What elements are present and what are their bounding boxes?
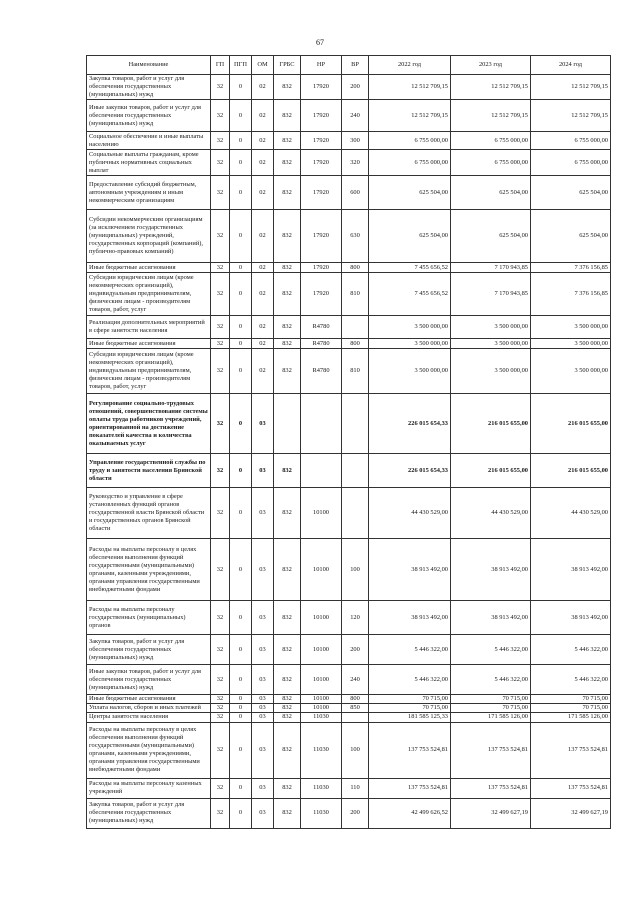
row-2024-cell: 7 376 156,85 <box>531 263 611 273</box>
table-row <box>87 75 611 100</box>
row-om-cell: 02 <box>252 273 274 316</box>
row-2024-cell: 6 755 000,00 <box>531 132 611 150</box>
row-grbs-cell: 832 <box>274 132 301 150</box>
row-vr-cell: 800 <box>342 263 369 273</box>
row-gp-cell: 32 <box>211 713 230 722</box>
row-2023-cell: 3 500 000,00 <box>451 339 531 349</box>
row-2022-cell: 625 504,00 <box>369 210 451 263</box>
row-2022-cell: 181 585 125,33 <box>369 713 451 722</box>
row-om-cell: 02 <box>252 349 274 394</box>
row-2024-cell: 171 585 126,00 <box>531 713 611 722</box>
row-pgp-cell: 0 <box>230 635 252 665</box>
row-name-cell: Предоставление субсидий бюджетным, автономным учреждениям и иным некоммерческим организациям <box>87 176 211 210</box>
row-pgp-cell: 0 <box>230 176 252 210</box>
row-vr-cell <box>342 713 369 722</box>
table-row <box>87 394 611 454</box>
row-2022-cell: 6 755 000,00 <box>369 150 451 176</box>
row-2024-cell: 38 913 492,00 <box>531 539 611 601</box>
row-pgp-cell: 0 <box>230 488 252 539</box>
row-om-cell: 02 <box>252 75 274 100</box>
row-name-cell: Регулирование социально-трудовых отношений, совершенствование системы оплаты труда работников учреждений, ориентированной на достижение показателей качества и количества оказываемых услуг <box>87 394 211 454</box>
row-grbs-cell: 832 <box>274 488 301 539</box>
row-2022-cell: 3 500 000,00 <box>369 349 451 394</box>
row-om-cell: 03 <box>252 601 274 635</box>
row-pgp-cell: 0 <box>230 601 252 635</box>
table-row <box>87 349 611 394</box>
row-gp-cell: 32 <box>211 210 230 263</box>
row-pgp-cell: 0 <box>230 539 252 601</box>
row-om-cell: 02 <box>252 263 274 273</box>
row-gp-cell: 32 <box>211 316 230 339</box>
row-nr-cell: 10100 <box>301 665 342 695</box>
row-grbs-cell: 832 <box>274 339 301 349</box>
row-grbs-cell: 832 <box>274 263 301 273</box>
row-name-cell: Уплата налогов, сборов и иных платежей <box>87 704 211 713</box>
row-2023-cell: 137 753 524,81 <box>451 722 531 778</box>
row-gp-cell: 32 <box>211 704 230 713</box>
table-row <box>87 150 611 176</box>
row-2023-cell: 3 500 000,00 <box>451 349 531 394</box>
page-number: 67 <box>316 38 324 47</box>
row-gp-cell: 32 <box>211 263 230 273</box>
row-grbs-cell: 832 <box>274 798 301 828</box>
row-2023-cell: 32 499 627,19 <box>451 798 531 828</box>
row-2023-cell: 12 512 709,15 <box>451 100 531 132</box>
row-2024-cell: 7 376 156,85 <box>531 273 611 316</box>
row-name-cell: Иные бюджетные ассигнования <box>87 263 211 273</box>
row-2024-cell: 70 715,00 <box>531 704 611 713</box>
row-pgp-cell: 0 <box>230 778 252 798</box>
row-nr-cell: 17920 <box>301 210 342 263</box>
row-grbs-cell: 832 <box>274 454 301 488</box>
row-nr-cell: 17920 <box>301 132 342 150</box>
row-vr-cell: 200 <box>342 798 369 828</box>
row-grbs-cell: 832 <box>274 778 301 798</box>
row-pgp-cell: 0 <box>230 210 252 263</box>
row-nr-cell: 10100 <box>301 488 342 539</box>
row-pgp-cell: 0 <box>230 349 252 394</box>
row-pgp-cell: 0 <box>230 339 252 349</box>
row-vr-cell: 300 <box>342 132 369 150</box>
row-pgp-cell: 0 <box>230 132 252 150</box>
table-row <box>87 778 611 798</box>
row-2023-cell: 6 755 000,00 <box>451 150 531 176</box>
row-name-cell: Социальное обеспечение и иные выплаты населению <box>87 132 211 150</box>
table-row <box>87 713 611 722</box>
row-pgp-cell: 0 <box>230 722 252 778</box>
row-name-cell: Реализация дополнительных мероприятий в сфере занятости населения <box>87 316 211 339</box>
row-pgp-cell: 0 <box>230 695 252 704</box>
row-om-cell: 02 <box>252 150 274 176</box>
row-2022-cell: 12 512 709,15 <box>369 75 451 100</box>
row-nr-cell <box>301 394 342 454</box>
row-grbs-cell: 832 <box>274 75 301 100</box>
row-2024-cell: 3 500 000,00 <box>531 316 611 339</box>
row-2022-cell: 137 753 524,81 <box>369 722 451 778</box>
header-vr: ВР <box>342 56 369 75</box>
row-vr-cell: 240 <box>342 665 369 695</box>
row-pgp-cell: 0 <box>230 273 252 316</box>
row-2024-cell: 625 504,00 <box>531 210 611 263</box>
row-grbs-cell <box>274 394 301 454</box>
row-2022-cell: 3 500 000,00 <box>369 339 451 349</box>
row-gp-cell: 32 <box>211 539 230 601</box>
row-2024-cell: 38 913 492,00 <box>531 601 611 635</box>
row-grbs-cell: 832 <box>274 316 301 339</box>
row-pgp-cell: 0 <box>230 150 252 176</box>
row-2023-cell: 6 755 000,00 <box>451 132 531 150</box>
row-name-cell: Субсидии юридическим лицам (кроме некоммерческих организаций), индивидуальным предпринимателям, физическим лицам - производителям товаров, работ, услуг <box>87 349 211 394</box>
row-nr-cell: 10100 <box>301 539 342 601</box>
table-row <box>87 665 611 695</box>
row-2024-cell: 3 500 000,00 <box>531 339 611 349</box>
row-2022-cell: 5 446 322,00 <box>369 665 451 695</box>
row-2023-cell: 12 512 709,15 <box>451 75 531 100</box>
row-nr-cell: 17920 <box>301 273 342 316</box>
row-vr-cell: 800 <box>342 339 369 349</box>
row-vr-cell: 100 <box>342 722 369 778</box>
row-2022-cell: 226 015 654,33 <box>369 394 451 454</box>
row-nr-cell: 17920 <box>301 176 342 210</box>
row-vr-cell: 110 <box>342 778 369 798</box>
row-2024-cell: 12 512 709,15 <box>531 75 611 100</box>
row-vr-cell <box>342 394 369 454</box>
header-gp: ГП <box>211 56 230 75</box>
row-pgp-cell: 0 <box>230 704 252 713</box>
row-gp-cell: 32 <box>211 150 230 176</box>
row-grbs-cell: 832 <box>274 635 301 665</box>
row-pgp-cell: 0 <box>230 394 252 454</box>
row-gp-cell: 32 <box>211 132 230 150</box>
table-row <box>87 704 611 713</box>
row-vr-cell <box>342 488 369 539</box>
row-vr-cell: 120 <box>342 601 369 635</box>
header-grbs: ГРБС <box>274 56 301 75</box>
table-row <box>87 176 611 210</box>
row-vr-cell: 810 <box>342 273 369 316</box>
row-2024-cell: 5 446 322,00 <box>531 665 611 695</box>
row-name-cell: Управление государственной службы по труду и занятости населения Брянской области <box>87 454 211 488</box>
row-om-cell: 03 <box>252 704 274 713</box>
row-om-cell: 03 <box>252 454 274 488</box>
row-om-cell: 03 <box>252 798 274 828</box>
row-2023-cell: 216 015 655,00 <box>451 394 531 454</box>
row-name-cell: Руководство и управление в сфере установленных функций органов государственной власти Брянской области и государственных органов Брянской области <box>87 488 211 539</box>
row-2022-cell: 3 500 000,00 <box>369 316 451 339</box>
row-2023-cell: 137 753 524,81 <box>451 778 531 798</box>
row-grbs-cell: 832 <box>274 210 301 263</box>
row-name-cell: Субсидии некоммерческим организациям (за исключением государственных (муниципальных) учреждений, государственных корпораций (компаний), публично-правовых компаний) <box>87 210 211 263</box>
header-2023: 2023 год <box>451 56 531 75</box>
row-vr-cell: 800 <box>342 695 369 704</box>
row-pgp-cell: 0 <box>230 100 252 132</box>
row-2024-cell: 44 430 529,00 <box>531 488 611 539</box>
row-grbs-cell: 832 <box>274 349 301 394</box>
row-gp-cell: 32 <box>211 394 230 454</box>
row-grbs-cell: 832 <box>274 601 301 635</box>
row-pgp-cell: 0 <box>230 713 252 722</box>
row-2022-cell: 44 430 529,00 <box>369 488 451 539</box>
row-2024-cell: 137 753 524,81 <box>531 722 611 778</box>
row-nr-cell: 17920 <box>301 75 342 100</box>
row-om-cell: 03 <box>252 713 274 722</box>
row-2024-cell: 32 499 627,19 <box>531 798 611 828</box>
header-name: Наименование <box>87 56 211 75</box>
row-nr-cell: 10100 <box>301 704 342 713</box>
row-name-cell: Иные закупки товаров, работ и услуг для обеспечения государственных (муниципальных) нужд <box>87 100 211 132</box>
row-om-cell: 02 <box>252 132 274 150</box>
row-2022-cell: 226 015 654,33 <box>369 454 451 488</box>
row-2022-cell: 12 512 709,15 <box>369 100 451 132</box>
row-nr-cell: 11030 <box>301 722 342 778</box>
row-nr-cell <box>301 454 342 488</box>
row-name-cell: Расходы на выплаты персоналу государственных (муниципальных) органов <box>87 601 211 635</box>
row-vr-cell: 320 <box>342 150 369 176</box>
row-pgp-cell: 0 <box>230 798 252 828</box>
row-om-cell: 03 <box>252 394 274 454</box>
row-gp-cell: 32 <box>211 635 230 665</box>
header-om: ОМ <box>252 56 274 75</box>
row-nr-cell: 17920 <box>301 150 342 176</box>
table-row <box>87 132 611 150</box>
header-pgp: ПГП <box>230 56 252 75</box>
table-row <box>87 210 611 263</box>
header-2024: 2024 год <box>531 56 611 75</box>
row-grbs-cell: 832 <box>274 704 301 713</box>
table-row <box>87 488 611 539</box>
row-grbs-cell: 832 <box>274 176 301 210</box>
row-2022-cell: 625 504,00 <box>369 176 451 210</box>
table-row <box>87 316 611 339</box>
row-om-cell: 02 <box>252 316 274 339</box>
row-2024-cell: 216 015 655,00 <box>531 394 611 454</box>
row-gp-cell: 32 <box>211 695 230 704</box>
header-nr: НР <box>301 56 342 75</box>
row-vr-cell: 200 <box>342 635 369 665</box>
row-2022-cell: 38 913 492,00 <box>369 539 451 601</box>
row-2024-cell: 216 015 655,00 <box>531 454 611 488</box>
row-nr-cell: 10100 <box>301 635 342 665</box>
row-2023-cell: 7 170 943,85 <box>451 273 531 316</box>
row-om-cell: 03 <box>252 665 274 695</box>
table-row <box>87 339 611 349</box>
row-2024-cell: 3 500 000,00 <box>531 349 611 394</box>
row-2023-cell: 3 500 000,00 <box>451 316 531 339</box>
row-2023-cell: 625 504,00 <box>451 176 531 210</box>
row-pgp-cell: 0 <box>230 263 252 273</box>
row-2023-cell: 216 015 655,00 <box>451 454 531 488</box>
table-row <box>87 798 611 828</box>
row-gp-cell: 32 <box>211 454 230 488</box>
row-om-cell: 03 <box>252 695 274 704</box>
row-2023-cell: 38 913 492,00 <box>451 539 531 601</box>
row-2022-cell: 70 715,00 <box>369 695 451 704</box>
row-nr-cell: 17920 <box>301 100 342 132</box>
row-2024-cell: 5 446 322,00 <box>531 635 611 665</box>
row-2022-cell: 70 715,00 <box>369 704 451 713</box>
row-vr-cell <box>342 316 369 339</box>
row-vr-cell: 630 <box>342 210 369 263</box>
row-om-cell: 03 <box>252 778 274 798</box>
row-pgp-cell: 0 <box>230 454 252 488</box>
row-gp-cell: 32 <box>211 798 230 828</box>
row-grbs-cell: 832 <box>274 100 301 132</box>
row-om-cell: 03 <box>252 539 274 601</box>
table-row <box>87 273 611 316</box>
row-gp-cell: 32 <box>211 778 230 798</box>
row-grbs-cell: 832 <box>274 665 301 695</box>
row-grbs-cell: 832 <box>274 695 301 704</box>
row-pgp-cell: 0 <box>230 665 252 695</box>
row-nr-cell: R4780 <box>301 349 342 394</box>
row-gp-cell: 32 <box>211 601 230 635</box>
row-gp-cell: 32 <box>211 488 230 539</box>
row-grbs-cell: 832 <box>274 273 301 316</box>
row-gp-cell: 32 <box>211 722 230 778</box>
row-vr-cell: 100 <box>342 539 369 601</box>
row-2023-cell: 5 446 322,00 <box>451 635 531 665</box>
row-2023-cell: 38 913 492,00 <box>451 601 531 635</box>
row-2022-cell: 7 455 656,52 <box>369 263 451 273</box>
table-row <box>87 539 611 601</box>
row-grbs-cell: 832 <box>274 539 301 601</box>
row-nr-cell: 10100 <box>301 601 342 635</box>
header-row <box>87 56 611 75</box>
row-2024-cell: 6 755 000,00 <box>531 150 611 176</box>
row-2022-cell: 6 755 000,00 <box>369 132 451 150</box>
row-vr-cell: 200 <box>342 75 369 100</box>
row-om-cell: 02 <box>252 176 274 210</box>
row-gp-cell: 32 <box>211 75 230 100</box>
row-nr-cell: 11030 <box>301 713 342 722</box>
row-2022-cell: 7 455 656,52 <box>369 273 451 316</box>
row-om-cell: 02 <box>252 210 274 263</box>
table-row <box>87 695 611 704</box>
row-2023-cell: 171 585 126,00 <box>451 713 531 722</box>
row-2023-cell: 7 170 943,85 <box>451 263 531 273</box>
row-nr-cell: R4780 <box>301 339 342 349</box>
row-grbs-cell: 832 <box>274 713 301 722</box>
row-2022-cell: 38 913 492,00 <box>369 601 451 635</box>
table-row <box>87 454 611 488</box>
row-2023-cell: 70 715,00 <box>451 704 531 713</box>
row-gp-cell: 32 <box>211 339 230 349</box>
row-2023-cell: 44 430 529,00 <box>451 488 531 539</box>
row-2023-cell: 625 504,00 <box>451 210 531 263</box>
row-nr-cell: 11030 <box>301 778 342 798</box>
table-row <box>87 100 611 132</box>
row-nr-cell: R4780 <box>301 316 342 339</box>
budget-table <box>86 55 611 829</box>
row-grbs-cell: 832 <box>274 722 301 778</box>
row-gp-cell: 32 <box>211 665 230 695</box>
row-om-cell: 03 <box>252 635 274 665</box>
row-2023-cell: 5 446 322,00 <box>451 665 531 695</box>
row-gp-cell: 32 <box>211 273 230 316</box>
table-row <box>87 601 611 635</box>
table-row <box>87 263 611 273</box>
row-name-cell: Иные бюджетные ассигнования <box>87 695 211 704</box>
row-2024-cell: 137 753 524,81 <box>531 778 611 798</box>
row-gp-cell: 32 <box>211 349 230 394</box>
row-2022-cell: 5 446 322,00 <box>369 635 451 665</box>
row-name-cell: Субсидии юридическим лицам (кроме некоммерческих организаций), индивидуальным предпринимателям, физическим лицам - производителям товаров, работ, услуг <box>87 273 211 316</box>
row-name-cell: Закупка товаров, работ и услуг для обеспечения государственных (муниципальных) нужд <box>87 635 211 665</box>
row-grbs-cell: 832 <box>274 150 301 176</box>
row-gp-cell: 32 <box>211 176 230 210</box>
row-name-cell: Расходы на выплаты персоналу в целях обеспечения выполнения функций государственными (муниципальными) органами, казенными учреждениями, органами управления государственными внебюджетными фондами <box>87 722 211 778</box>
row-vr-cell: 850 <box>342 704 369 713</box>
row-nr-cell: 10100 <box>301 695 342 704</box>
row-nr-cell: 11030 <box>301 798 342 828</box>
row-pgp-cell: 0 <box>230 75 252 100</box>
row-name-cell: Социальные выплаты гражданам, кроме публичных нормативных социальных выплат <box>87 150 211 176</box>
row-gp-cell: 32 <box>211 100 230 132</box>
row-vr-cell: 240 <box>342 100 369 132</box>
row-om-cell: 03 <box>252 488 274 539</box>
row-2023-cell: 70 715,00 <box>451 695 531 704</box>
row-vr-cell <box>342 454 369 488</box>
header-2022: 2022 год <box>369 56 451 75</box>
row-name-cell: Иные бюджетные ассигнования <box>87 339 211 349</box>
row-2024-cell: 12 512 709,15 <box>531 100 611 132</box>
table-row <box>87 722 611 778</box>
row-2024-cell: 625 504,00 <box>531 176 611 210</box>
row-vr-cell: 600 <box>342 176 369 210</box>
row-vr-cell: 810 <box>342 349 369 394</box>
row-pgp-cell: 0 <box>230 316 252 339</box>
row-2022-cell: 42 499 626,52 <box>369 798 451 828</box>
row-name-cell: Закупка товаров, работ и услуг для обеспечения государственных (муниципальных) нужд <box>87 798 211 828</box>
table-row <box>87 635 611 665</box>
row-om-cell: 03 <box>252 722 274 778</box>
row-name-cell: Закупка товаров, работ и услуг для обеспечения государственных (муниципальных) нужд <box>87 75 211 100</box>
row-2024-cell: 70 715,00 <box>531 695 611 704</box>
row-nr-cell: 17920 <box>301 263 342 273</box>
row-name-cell: Расходы на выплаты персоналу казенных учреждений <box>87 778 211 798</box>
row-om-cell: 02 <box>252 339 274 349</box>
row-name-cell: Центры занятости населения <box>87 713 211 722</box>
row-name-cell: Иные закупки товаров, работ и услуг для обеспечения государственных (муниципальных) нужд <box>87 665 211 695</box>
row-om-cell: 02 <box>252 100 274 132</box>
row-2022-cell: 137 753 524,81 <box>369 778 451 798</box>
row-name-cell: Расходы на выплаты персоналу в целях обеспечения выполнения функций государственными (муниципальными) органами, казенными учреждениями, органами управления государственными внебюджетными фондами <box>87 539 211 601</box>
